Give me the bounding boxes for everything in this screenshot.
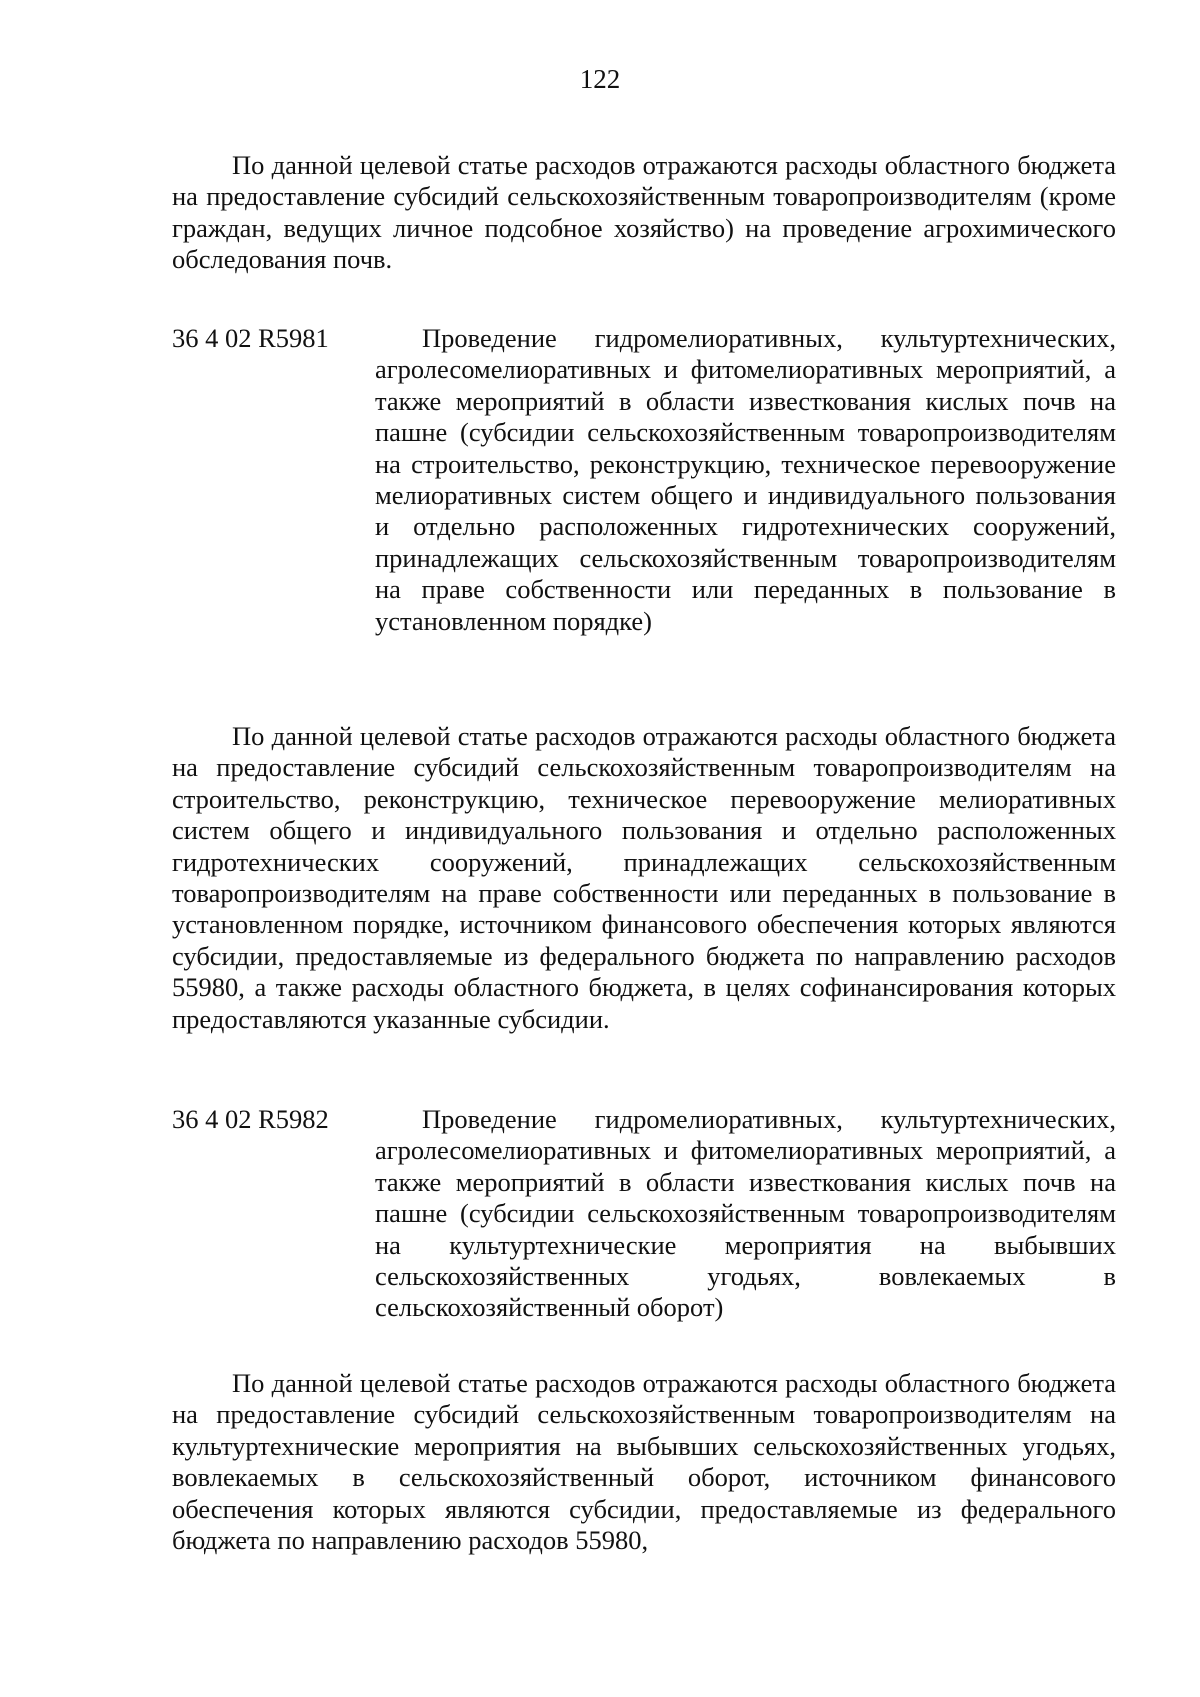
entry-description-2: Проведение гидромелиоративных, культуртехнических, агролесомелиоративных и фитомелиоративных мероприятий, а также мероприятий в области известкования кислых почв на пашне (субсидии сельскохозяйственным товаропроизводителям на культуртехнические мероприятия на выбывших сельскохозяйственных угодьях, вовлекаемых в сельскохозяйственный оборот) — [375, 1104, 1116, 1323]
entry-description-1: Проведение гидромелиоративных, культуртехнических, агролесомелиоративных и фитомелиоративных мероприятий, а также мероприятий в области известкования кислых почв на пашне (субсидии сельскохозяйственным товаропроизводителям на строительство, реконструкцию, техническое перевооружение мелиоративных систем общего и индивидуального пользования и отдельно расположенных гидротехнических сооружений, принадлежащих сельскохозяйственным товаропроизводителям на праве собственности или переданных в пользование в установленном порядке) — [375, 323, 1116, 636]
entry-code-2: 36 4 02 R5982 — [172, 1104, 329, 1134]
page-number: 122 — [579, 64, 621, 94]
paragraph-1: По данной целевой статье расходов отражаются расходы областного бюджета на предоставление субсидий сельскохозяйственным товаропроизводителям (кроме граждан, ведущих личное подсобное хозяйство) на проведение агрохимического обследования почв. — [172, 150, 1116, 275]
entry-code-1: 36 4 02 R5981 — [172, 323, 329, 353]
paragraph-2: По данной целевой статье расходов отражаются расходы областного бюджета на предоставление субсидий сельскохозяйственным товаропроизводителям на строительство, реконструкцию, техническое перевооружение мелиоративных систем общего и индивидуального пользования и отдельно расположенных гидротехнических сооружений, принадлежащих сельскохозяйственным товаропроизводителям на праве собственности или переданных в пользование в установленном порядке, источником финансового обеспечения которых являются субсидии, предоставляемые из федерального бюджета по направлению расходов 55980, а также расходы областного бюджета, в целях софинансирования которых предоставляются указанные субсидии. — [172, 721, 1116, 1034]
paragraph-3: По данной целевой статье расходов отражаются расходы областного бюджета на предоставление субсидий сельскохозяйственным товаропроизводителям на культуртехнические мероприятия на выбывших сельскохозяйственных угодьях, вовлекаемых в сельскохозяйственный оборот, источником финансового обеспечения которых являются субсидии, предоставляемые из федерального бюджета по направлению расходов 55980, — [172, 1368, 1116, 1556]
